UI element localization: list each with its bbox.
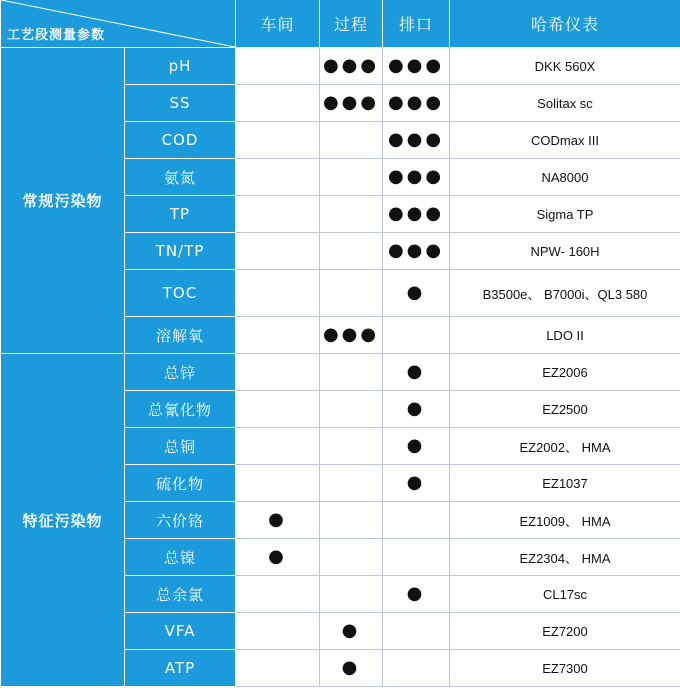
- parameter-cell: TP: [125, 196, 236, 233]
- column-header-workshop: 车间: [236, 0, 320, 48]
- column-header-outlet: 排口: [383, 0, 450, 48]
- instrument-cell: EZ1009、 HMA: [450, 502, 680, 539]
- outlet-mark-cell: ●●●: [383, 159, 450, 196]
- instrument-cell: LDO II: [450, 317, 680, 354]
- process-mark-cell: [320, 391, 383, 428]
- workshop-mark-cell: [236, 317, 320, 354]
- workshop-mark-cell: ●: [236, 539, 320, 576]
- outlet-mark-cell: ●: [383, 465, 450, 502]
- process-mark-cell: ●●●: [320, 85, 383, 122]
- parameter-cell: pH: [125, 48, 236, 85]
- outlet-mark-cell: [383, 502, 450, 539]
- workshop-mark-cell: [236, 465, 320, 502]
- parameter-cell: 总镍: [125, 539, 236, 576]
- outlet-mark-cell: [383, 613, 450, 650]
- workshop-mark-cell: [236, 270, 320, 317]
- workshop-mark-cell: [236, 391, 320, 428]
- workshop-mark-cell: [236, 122, 320, 159]
- outlet-mark-cell: ●: [383, 270, 450, 317]
- outlet-mark-cell: [383, 539, 450, 576]
- instrument-cell: EZ2304、 HMA: [450, 539, 680, 576]
- instrument-cell: EZ1037: [450, 465, 680, 502]
- process-mark-cell: [320, 159, 383, 196]
- corner-label: 工艺段测量参数: [7, 28, 106, 43]
- process-mark-cell: [320, 354, 383, 391]
- column-header-instrument: 哈希仪表: [450, 0, 680, 48]
- outlet-mark-cell: [383, 317, 450, 354]
- outlet-mark-cell: ●●●: [383, 233, 450, 270]
- instrument-cell: EZ7300: [450, 650, 680, 687]
- parameter-cell: 六价铬: [125, 502, 236, 539]
- workshop-mark-cell: [236, 428, 320, 465]
- instrument-cell: NA8000: [450, 159, 680, 196]
- outlet-mark-cell: ●●●: [383, 85, 450, 122]
- parameter-cell: TN/TP: [125, 233, 236, 270]
- workshop-mark-cell: [236, 650, 320, 687]
- instrument-cell: NPW- 160H: [450, 233, 680, 270]
- workshop-mark-cell: [236, 85, 320, 122]
- instrument-cell: CL17sc: [450, 576, 680, 613]
- table-row: [1, 48, 680, 85]
- instrument-cell: CODmax III: [450, 122, 680, 159]
- column-header-process: 过程: [320, 0, 383, 48]
- header-row: [1, 0, 680, 48]
- parameter-cell: TOC: [125, 270, 236, 317]
- process-mark-cell: [320, 539, 383, 576]
- outlet-mark-cell: ●: [383, 428, 450, 465]
- instrument-cell: Solitax sc: [450, 85, 680, 122]
- workshop-mark-cell: [236, 48, 320, 85]
- table-row: [1, 354, 680, 391]
- parameter-cell: 总铜: [125, 428, 236, 465]
- instrument-cell: EZ2002、 HMA: [450, 428, 680, 465]
- category-cell: 常规污染物: [1, 48, 125, 354]
- workshop-mark-cell: [236, 233, 320, 270]
- instrument-cell: DKK 560X: [450, 48, 680, 85]
- table-body: [1, 48, 680, 687]
- process-mark-cell: ●●●: [320, 317, 383, 354]
- process-mark-cell: [320, 428, 383, 465]
- process-mark-cell: ●: [320, 650, 383, 687]
- outlet-mark-cell: ●●●: [383, 48, 450, 85]
- instrument-cell: EZ2500: [450, 391, 680, 428]
- instrument-cell: EZ2006: [450, 354, 680, 391]
- workshop-mark-cell: [236, 159, 320, 196]
- process-mark-cell: ●●●: [320, 48, 383, 85]
- process-mark-cell: [320, 122, 383, 159]
- corner-header: [1, 0, 236, 48]
- parameter-cell: 硫化物: [125, 465, 236, 502]
- process-mark-cell: [320, 576, 383, 613]
- workshop-mark-cell: [236, 196, 320, 233]
- parameter-cell: 氨氮: [125, 159, 236, 196]
- process-mark-cell: [320, 270, 383, 317]
- outlet-mark-cell: ●: [383, 354, 450, 391]
- parameter-cell: 总氰化物: [125, 391, 236, 428]
- workshop-mark-cell: ●: [236, 502, 320, 539]
- workshop-mark-cell: [236, 576, 320, 613]
- workshop-mark-cell: [236, 613, 320, 650]
- process-mark-cell: [320, 465, 383, 502]
- workshop-mark-cell: [236, 354, 320, 391]
- instrument-cell: Sigma TP: [450, 196, 680, 233]
- parameter-cell: 总锌: [125, 354, 236, 391]
- category-cell: 特征污染物: [1, 354, 125, 687]
- parameter-cell: VFA: [125, 613, 236, 650]
- parameter-cell: ATP: [125, 650, 236, 687]
- outlet-mark-cell: ●●●: [383, 196, 450, 233]
- parameter-cell: 溶解氧: [125, 317, 236, 354]
- outlet-mark-cell: [383, 650, 450, 687]
- parameter-cell: COD: [125, 122, 236, 159]
- outlet-mark-cell: ●: [383, 576, 450, 613]
- process-mark-cell: [320, 502, 383, 539]
- outlet-mark-cell: ●: [383, 391, 450, 428]
- instrument-cell: B3500e、 B7000i、QL3 580: [450, 270, 680, 317]
- process-mark-cell: ●: [320, 613, 383, 650]
- instrument-cell: EZ7200: [450, 613, 680, 650]
- outlet-mark-cell: ●●●: [383, 122, 450, 159]
- parameter-cell: 总余氯: [125, 576, 236, 613]
- process-mark-cell: [320, 196, 383, 233]
- process-mark-cell: [320, 233, 383, 270]
- parameter-cell: SS: [125, 85, 236, 122]
